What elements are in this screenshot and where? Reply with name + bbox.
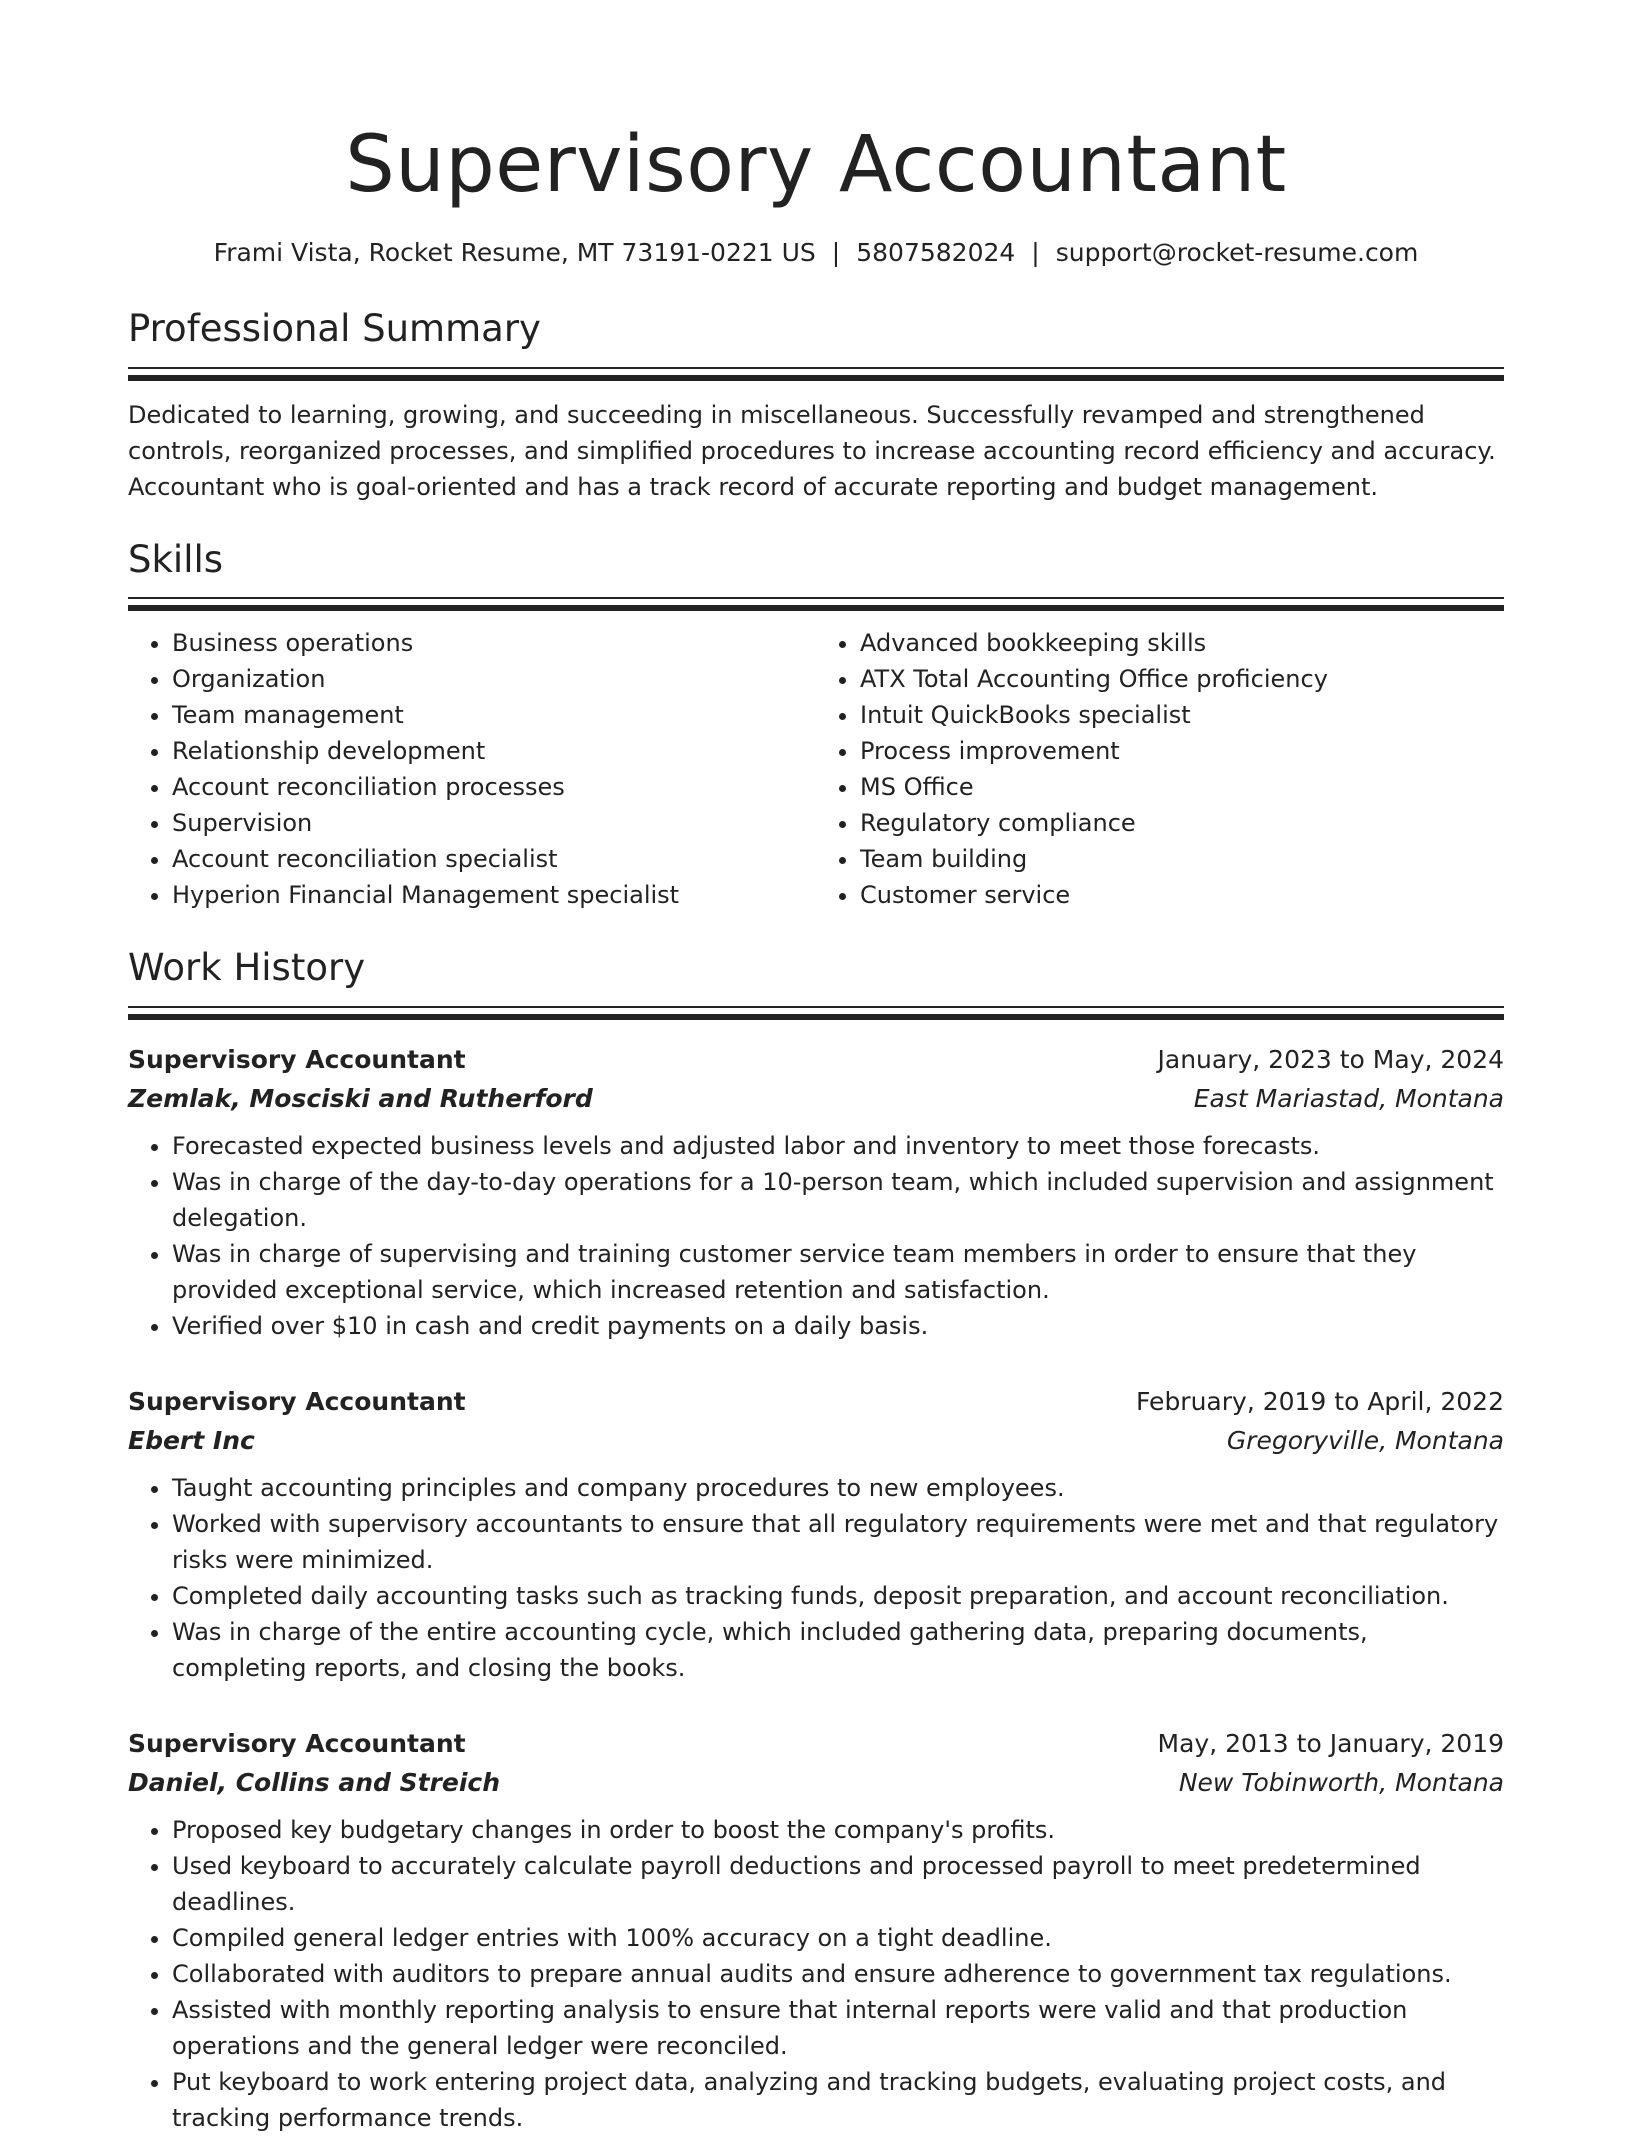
job-bullet: • Was in charge of the day-to-day operations for a 10-person team, which included supervision and assignment delegation. — [172, 1164, 1504, 1236]
skill-item: • ATX Total Accounting Office proficiency — [860, 661, 1504, 697]
job-header-row — [128, 1382, 1504, 1421]
skill-item: • Team management — [172, 697, 816, 733]
job-bullets — [128, 1470, 1504, 1686]
skill-item: • Business operations — [172, 625, 816, 661]
skill-item: • Account reconciliation processes — [172, 769, 816, 805]
skill-item: • Supervision — [172, 805, 816, 841]
job-location: East Mariastad, Montana — [1193, 1083, 1504, 1113]
contact-separator: | — [1031, 238, 1040, 267]
job-title: Supervisory Accountant — [128, 1044, 466, 1074]
job-bullets — [128, 1128, 1504, 1344]
job-company: Zemlak, Mosciski and Rutherford — [128, 1083, 593, 1113]
skills-heading: Skills — [128, 537, 224, 581]
job-title: Supervisory Accountant — [128, 1728, 466, 1758]
job-bullet: • Was in charge of the entire accounting cycle, which included gathering data, preparing documents, completing reports, and closing the books. — [172, 1614, 1504, 1686]
job-header-row — [128, 1040, 1504, 1079]
summary-section — [128, 308, 1504, 505]
skills-column-left — [128, 625, 816, 913]
job-bullet: • Was in charge of supervising and training customer service team members in order to ensure that they provided exceptional service, which increased retention and satisfaction. — [172, 1236, 1504, 1308]
skill-item: • Advanced bookkeeping skills — [860, 625, 1504, 661]
skill-item: • Intuit QuickBooks specialist — [860, 697, 1504, 733]
job-entry — [128, 1382, 1504, 1686]
skills-section — [128, 539, 1504, 914]
skill-item: • Process improvement — [860, 733, 1504, 769]
job-dates: January, 2023 to May, 2024 — [1157, 1044, 1504, 1074]
contact-line — [128, 238, 1504, 268]
job-location: New Tobinworth, Montana — [1178, 1767, 1504, 1797]
skills-list — [128, 625, 1504, 913]
skill-item: • Team building — [860, 841, 1504, 877]
skill-item: • Account reconciliation specialist — [172, 841, 816, 877]
skill-item: • MS Office — [860, 769, 1504, 805]
skill-item: • Hyperion Financial Management specialist — [172, 877, 816, 913]
job-bullet: • Proposed key budgetary changes in order to boost the company's profits. — [172, 1812, 1504, 1848]
job-bullet: • Used keyboard to accurately calculate payroll deductions and processed payroll to meet predetermined deadlines. — [172, 1848, 1504, 1920]
job-company: Ebert Inc — [128, 1425, 255, 1455]
job-entry — [128, 1724, 1504, 2136]
work-section — [128, 947, 1504, 2136]
resume-name: Supervisory Accountant — [345, 120, 1287, 210]
job-bullet: • Worked with supervisory accountants to ensure that all regulatory requirements were met and that regulatory risks were minimized. — [172, 1506, 1504, 1578]
contact-phone: 5807582024 — [856, 238, 1016, 267]
job-header-row — [128, 1724, 1504, 1763]
work-heading: Work History — [128, 946, 366, 990]
section-divider — [128, 367, 1504, 381]
job-subheader-row — [128, 1421, 1504, 1460]
job-bullet: • Completed daily accounting tasks such as tracking funds, deposit preparation, and account reconciliation. — [172, 1578, 1504, 1614]
job-title: Supervisory Accountant — [128, 1386, 466, 1416]
job-bullet: • Verified over $10 in cash and credit payments on a daily basis. — [172, 1308, 1504, 1344]
job-dates: May, 2013 to January, 2019 — [1157, 1728, 1504, 1758]
job-company: Daniel, Collins and Streich — [128, 1767, 501, 1797]
job-entry — [128, 1040, 1504, 1344]
job-bullet: • Forecasted expected business levels and adjusted labor and inventory to meet those forecasts. — [172, 1128, 1504, 1164]
job-bullet: • Compiled general ledger entries with 100% accuracy on a tight deadline. — [172, 1920, 1504, 1956]
skill-item: • Regulatory compliance — [860, 805, 1504, 841]
job-dates: February, 2019 to April, 2022 — [1136, 1386, 1504, 1416]
job-bullet: • Assisted with monthly reporting analysis to ensure that internal reports were valid and that production operations and the general ledger were reconciled. — [172, 1992, 1504, 2064]
job-location: Gregoryville, Montana — [1226, 1425, 1504, 1455]
contact-address: Frami Vista, Rocket Resume, MT 73191-0221 US — [213, 238, 816, 267]
job-bullet: • Put keyboard to work entering project data, analyzing and tracking budgets, evaluating project costs, and tracking performance trends. — [172, 2064, 1504, 2136]
skill-item: • Customer service — [860, 877, 1504, 913]
summary-heading: Professional Summary — [128, 307, 541, 350]
job-subheader-row — [128, 1763, 1504, 1802]
section-divider — [128, 1006, 1504, 1020]
job-bullet: • Collaborated with auditors to prepare annual audits and ensure adherence to government tax regulations. — [172, 1956, 1504, 1992]
skills-column-right — [816, 625, 1504, 913]
contact-email: support@rocket-resume.com — [1055, 238, 1419, 267]
job-subheader-row — [128, 1079, 1504, 1118]
contact-separator: | — [831, 238, 841, 267]
skill-item: • Organization — [172, 661, 816, 697]
job-bullets — [128, 1812, 1504, 2136]
skill-item: • Relationship development — [172, 733, 816, 769]
job-bullet: • Taught accounting principles and company procedures to new employees. — [172, 1470, 1504, 1506]
summary-text: Dedicated to learning, growing, and succeeding in miscellaneous. Successfully revamped and strengthened controls, reorganized processes, and simplified procedures to increase accounting record efficiency and accuracy. Accountant who is goal-oriented and has a track record of accurate reporting and budget management. — [128, 400, 1496, 501]
section-divider — [128, 597, 1504, 611]
